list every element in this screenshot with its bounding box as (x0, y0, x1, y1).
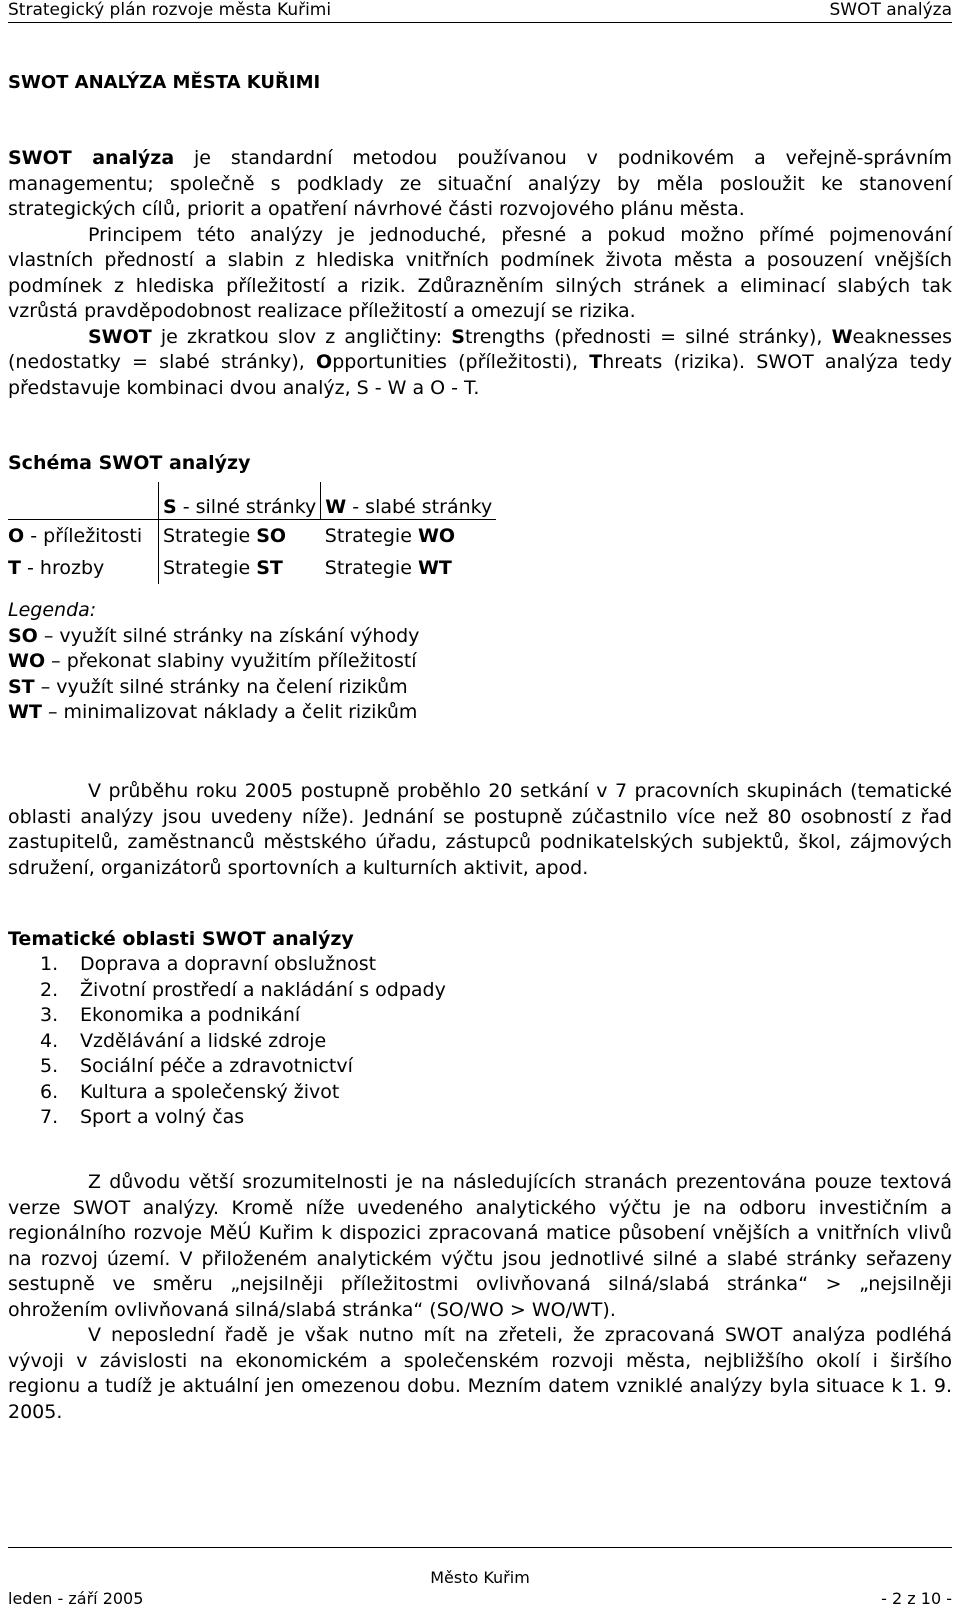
footer-date: leden - září 2005 (8, 1589, 144, 1608)
header-strengths: S - silné stránky (159, 482, 321, 520)
page-header (8, 0, 952, 23)
cell-strategy-wt: Strategie WT (324, 557, 452, 579)
legend-item: SO – využít silné stránky na získání výhody (8, 624, 420, 647)
footer-divider (8, 1547, 952, 1548)
closing-paragraph-2: V neposlední řadě je však nutno mít na zřeteli, že zpracovaná SWOT analýza podléhá vývoji v závislosti na ekonomickém a společenském rozvoji města, nejbližšího okolí i širšího regionu a tudíž je aktuální jen omezenou dobu. Mezním datem vzniklé analýzy byla situace k 1. 9. 2005. (8, 1324, 952, 1423)
list-item: 3. Ekonomika a podnikání (40, 1004, 301, 1026)
header-left: Strategický plán rozvoje města Kuřimi (8, 0, 332, 20)
intro-section (8, 146, 952, 401)
legend-item: WT – minimalizovat náklady a čelit rizikům (8, 701, 418, 723)
areas-list (40, 952, 446, 1131)
list-item: 7. Sport a volný čas (40, 1106, 245, 1128)
swot-schema-table (8, 482, 496, 584)
list-item: 4. Vzdělávání a lidské zdroje (40, 1029, 327, 1052)
row-threats: T - hrozby (8, 552, 159, 584)
list-item: 1. Doprava a dopravní obslužnost (40, 953, 377, 975)
page-title: SWOT ANALÝZA MĚSTA KUŘIMI (8, 72, 321, 93)
cell-strategy-so: Strategie SO (163, 525, 287, 547)
header-right: SWOT analýza (829, 0, 952, 20)
schema-title: Schéma SWOT analýzy (8, 452, 251, 474)
intro-paragraph-3: SWOT je zkratkou slov z angličtiny: Strengths (přednosti = silné stránky), Weaknesses (nedostatky = slabé stránky), Opportunities (příležitosti), Threats (rizika). SWOT analýza tedy představuje kombinaci dvou analýz, S - W a O - T. (8, 325, 953, 399)
meetings-paragraph: V průběhu roku 2005 postupně proběhlo 20 setkání v 7 pracovních skupinách (tematické oblasti analýzy jsou uvedeny níže). Jednání se postupně zúčastnilo více než 80 osobností z řad zastupitelů, zaměstnanců městského úřadu, zástupců podnikatelských subjektů, škol, zájmových sdružení, organizátorů sportovních a kulturních aktivit, apod. (8, 780, 952, 879)
list-item: 6. Kultura a společenský život (40, 1080, 340, 1103)
page-number: - 2 z 10 - (881, 1589, 952, 1608)
legend-item: ST – využít silné stránky na čelení rizikům (8, 675, 408, 698)
row-opportunities: O - příležitosti (8, 520, 159, 553)
cell-strategy-st: Strategie ST (163, 557, 283, 579)
empty-corner-cell (8, 482, 159, 520)
list-item: 5. Sociální péče a zdravotnictví (40, 1055, 353, 1077)
closing-section (8, 1170, 952, 1425)
intro-paragraph-2: Principem této analýzy je jednoduché, přesné a pokud možno přímé pojmenování vlastních předností a slabin z hlediska vnitřních podmínek života města a posouzení vnějších podmínek z hlediska příležitostí a rizik. Zdůrazněním silných stránek a eliminací slabých tak vzrůstá pravděpodobnost realizace příležitostí a omezují se rizika. (8, 223, 952, 322)
areas-title: Tematické oblasti SWOT analýzy (8, 928, 354, 950)
legend-title: Legenda: (8, 599, 97, 621)
legend (8, 598, 952, 726)
intro-paragraph-1: SWOT analýza je standardní metodou používanou v podnikovém a veřejně-správním managementu; společně s podklady ze situační analýzy by měla posloužit ke stanovení strategických cílů, priorit a opatření návrhové části rozvojového plánu města. (8, 147, 952, 220)
closing-paragraph-1: Z důvodu větší srozumitelnosti je na následujících stranách prezentována pouze textová verze SWOT analýzy. Kromě níže uvedeného analytického výčtu je na odboru investičním a regionálního rozvoje MěÚ Kuřim k dispozici zpracovaná matice působení vnějších a vnitřních vlivů na rozvoj území. V přiloženém analytickém výčtu jsou jednotlivé silné a slabé stránky seřazeny sestupně ve směru „nejsilněji příležitostmi ovlivňovaná silná/slabá stránka“ > „nejsilněji ohrožením ovlivňovaná silná/slabá stránka“ (SO/WO > WO/WT). (8, 1171, 952, 1321)
footer-center: Město Kuřim (430, 1568, 530, 1587)
cell-strategy-wo: Strategie WO (324, 525, 456, 547)
header-weaknesses: W - slabé stránky (321, 482, 496, 520)
legend-item: WO – překonat slabiny využitím příležitostí (8, 650, 417, 672)
list-item: 2. Životní prostředí a nakládání s odpady (40, 978, 446, 1001)
